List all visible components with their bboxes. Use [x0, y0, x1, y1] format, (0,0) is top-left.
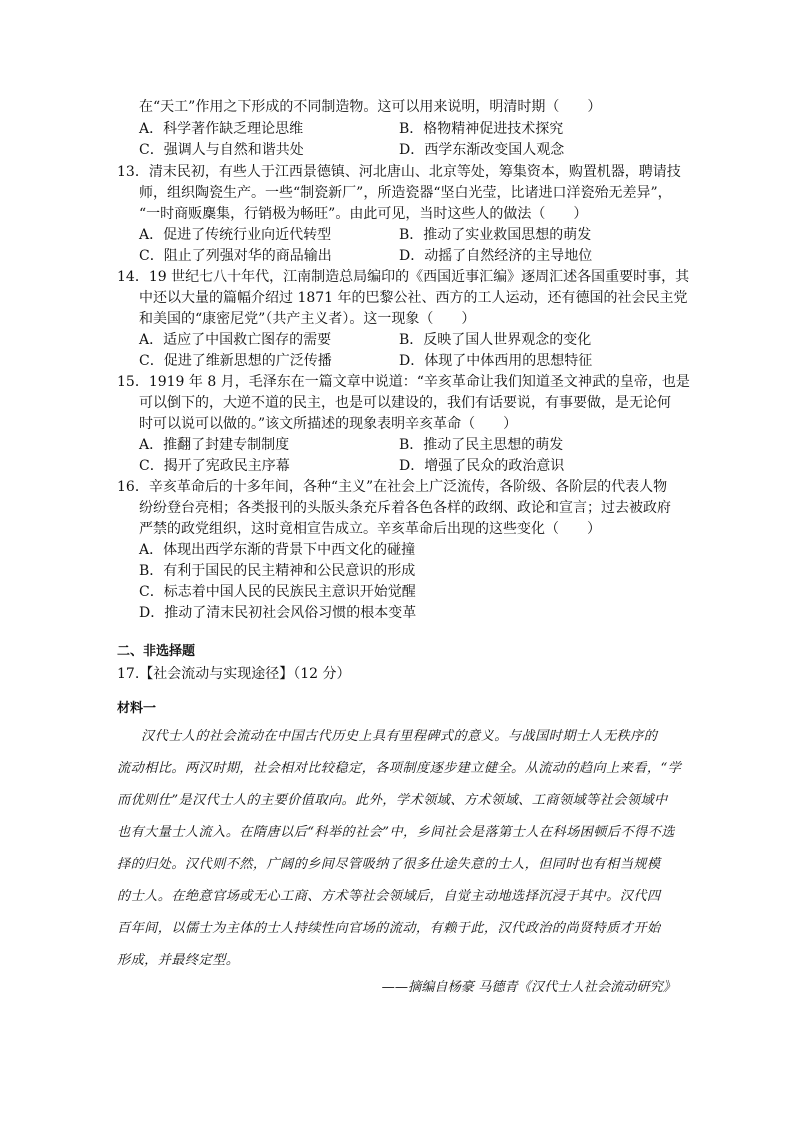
q14-option-d: D．体现了中体西用的思想特征: [399, 353, 593, 369]
q16-option-a: A．体现出西学东渐的背景下中西文化的碰撞: [139, 542, 416, 558]
material-source: ——摘编自杨豪 马德青《汉代士人社会流动研究》: [381, 980, 676, 995]
material-line-4: 也有大量士人流入。在隋唐以后“科举的社会”中，乡间社会是落第士人在科场困顿后不得不选: [117, 825, 675, 840]
material-line-5: 择的归处。汉代则不然，广阔的乡间尽管吸纳了很多仕途失意的士人，但同时也有相当规模: [117, 857, 661, 872]
q14-option-c: C．促进了维新思想的广泛传播: [139, 353, 332, 369]
q16-stem-line-1: 16．辛亥革命后的十多年间，各种“主义”在社会上广泛流传，各阶级、各阶层的代表人物: [117, 479, 668, 495]
q14-stem-line-2: 中还以大量的篇幅介绍过 1871 年的巴黎公社、西方的工人运动，还有德国的社会民主党: [139, 290, 688, 306]
q14-stem-line-3: 和美国的“康密尼党”（共产主义者）。这一现象（ ）: [139, 311, 476, 327]
q16-option-b: B．有利于国民的民主精神和公民意识的形成: [139, 563, 416, 579]
q13-option-c: C．阻止了列强对华的商品输出: [139, 248, 332, 264]
q16-option-c: C．标志着中国人民的民族民主意识开始觉醒: [139, 584, 416, 600]
q15-option-a: A．推翻了封建专制制度: [139, 437, 290, 453]
q16-stem-line-2: 纷纷登台亮相；各类报刊的头版头条充斥着各色各样的政纲、政论和宣言；过去被政府: [139, 500, 671, 516]
q12-option-c: C．强调人与自然和谐共处: [139, 142, 304, 158]
q13-stem-line-1: 13．清末民初，有些人于江西景德镇、河北唐山、北京等处，筹集资本，购置机器，聘请技: [117, 164, 681, 180]
q14-option-a: A．适应了中国救亡图存的需要: [139, 332, 332, 348]
q16-option-d: D．推动了清末民初社会风俗习惯的根本变革: [139, 605, 417, 621]
material-line-7: 百年间，以儒士为主体的士人持续性向官场的流动，有赖于此，汉代政治的尚贤特质才开始: [117, 921, 661, 936]
q15-option-d: D．增强了民众的政治意识: [399, 458, 565, 474]
q13-stem-line-3: “一时商贩麇集，行销极为畅旺”。由此可见，当时这些人的做法（ ）: [139, 206, 588, 222]
material-label: 材料一: [117, 701, 157, 716]
q15-stem-line-3: 时可以说可以做的。”该文所描述的现象表明辛亥革命（ ）: [139, 416, 518, 432]
q13-option-d: D．动摇了自然经济的主导地位: [399, 248, 593, 264]
q16-stem-line-3: 严禁的政党组织，这时竟相宣告成立。辛亥革命后出现的这些变化（ ）: [139, 521, 601, 537]
material-line-6: 的士人。在绝意官场或无心工商、方术等社会领域后，自觉主动地选择沉浸于其中。汉代四: [117, 889, 661, 904]
q17-heading: 17.【社会流动与实现途径】（12 分）: [117, 666, 351, 682]
material-line-1: 汉代士人的社会流动在中国古代历史上具有里程碑式的意义。与战国时期士人无秩序的: [141, 729, 658, 744]
q15-option-b: B．推动了民主思想的萌发: [399, 437, 564, 453]
q13-option-a: A．促进了传统行业向近代转型: [139, 227, 332, 243]
q15-stem-line-1: 15．1919 年 8 月，毛泽东在一篇文章中说道：“辛亥革命让我们知道圣文神武的皇帝，也是: [117, 374, 690, 390]
q12-option-a: A．科学著作缺乏理论思维: [139, 121, 304, 137]
q15-stem-line-2: 可以倒下的，大逆不道的民主，也是可以建设的，我们有话要说，有事要做，是无论何: [139, 395, 671, 411]
q13-stem-line-2: 师，组织陶瓷生产。一些“制瓷新厂”，所造瓷器“坚白光莹，比诸进口洋瓷殆无差异”，: [139, 185, 672, 201]
q13-option-b: B．推动了实业救国思想的萌发: [399, 227, 592, 243]
q12-option-b: B．格物精神促进技术探究: [399, 121, 564, 137]
q12-stem: 在“天工”作用之下形成的不同制造物。这可以用来说明，明清时期（ ）: [139, 99, 602, 115]
q14-option-b: B．反映了国人世界观念的变化: [399, 332, 592, 348]
q14-stem-line-1: 14．19 世纪七八十年代，江南制造总局编印的《西国近事汇编》逐周汇述各国重要时事，其: [117, 269, 690, 285]
material-line-8: 形成，并最终定型。: [117, 953, 240, 968]
section-heading: 二、非选择题: [117, 644, 196, 659]
material-line-3: 而优则仕”是汉代士人的主要价值取向。此外，学术领域、方术领域、工商领域等社会领域中: [117, 793, 668, 808]
q15-option-c: C．揭开了宪政民主序幕: [139, 458, 290, 474]
material-line-2: 流动相比。两汉时期，社会相对比较稳定，各项制度逐步建立健全。从流动的趋向上来看，“学: [117, 761, 682, 776]
q12-option-d: D．西学东渐改变国人观念: [399, 142, 565, 158]
